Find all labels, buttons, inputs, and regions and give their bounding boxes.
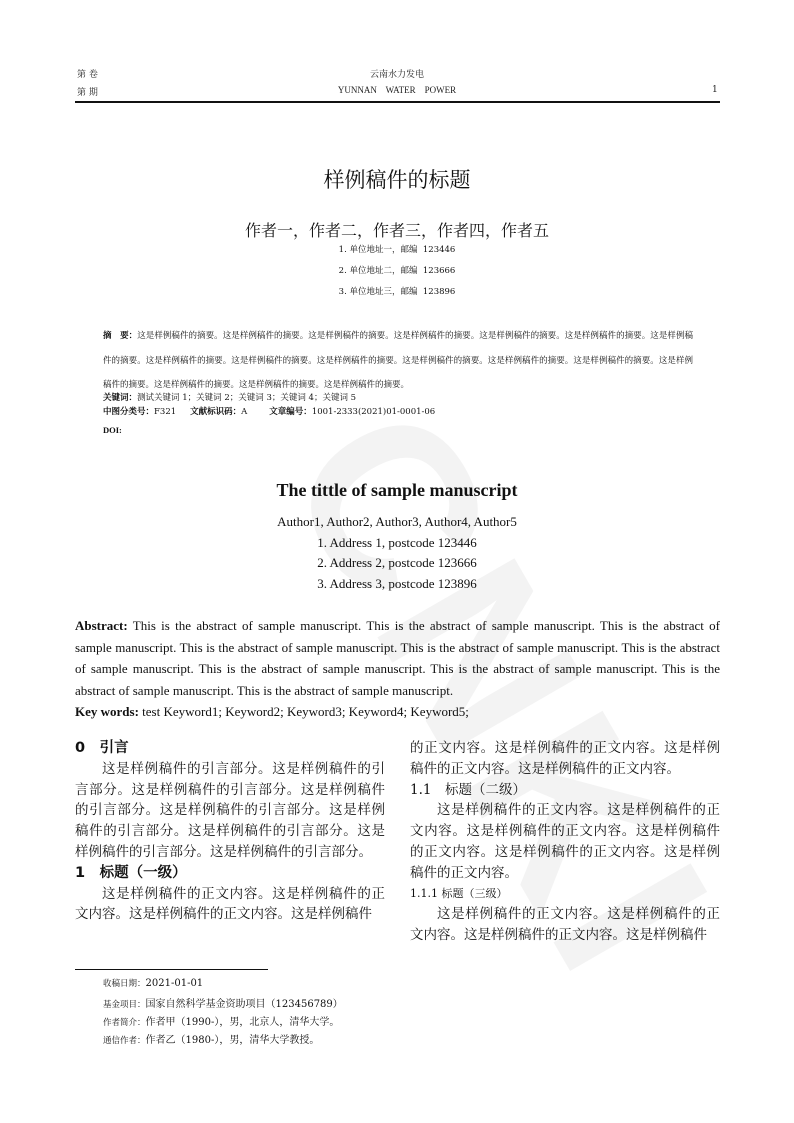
header-volume: 第 卷 xyxy=(77,70,98,80)
en-abstract-text: This is the abstract of sample manuscript. This is the abstract of sample manuscript. This is the abstract of sample manuscript. This is the abstract of sample manuscript. This is the abstract of sample manuscript. This is the abstract of sample manuscript. This is the abstract of sample manuscript. This is the abstract of sample manuscript. This is the abstract of sample manuscript. This is the abstract of sample manuscript. xyxy=(75,618,721,698)
left-column xyxy=(75,738,385,925)
cn-classification xyxy=(103,405,435,417)
article-no-value: 1001-2333(2021)01-0001-06 xyxy=(311,407,436,417)
footnote-label: 通信作者： xyxy=(103,1036,146,1046)
cn-abstract xyxy=(103,324,693,398)
header-journal-cn: 云南水力发电 xyxy=(369,70,424,80)
header-rule xyxy=(75,101,720,103)
en-keywords-text: test Keyword1; Keyword2; Keyword3; Keyword4; Keyword5; xyxy=(142,704,469,719)
header-journal-en: YUNNAN WATER POWER xyxy=(337,85,457,95)
paragraph: 的正文内容。这是样例稿件的正文内容。这是样例稿件的正文内容。这是样例稿件的正文内容。 xyxy=(410,740,720,777)
paragraph: 这是样例稿件的正文内容。这是样例稿件的正文内容。这是样例稿件的正文内容。这是样例稿件 xyxy=(410,906,720,944)
right-column xyxy=(410,738,720,946)
cn-keywords xyxy=(103,391,356,403)
cn-address: 2. 单位地址二，邮编 123666 xyxy=(338,266,456,276)
cn-keywords-label: 关键词： xyxy=(103,393,138,403)
en-address: 3. Address 3, postcode 123896 xyxy=(317,576,477,591)
doc-code-label: 文献标识码： xyxy=(190,407,242,417)
footnote-received xyxy=(103,977,203,989)
en-address: 2. Address 2, postcode 123666 xyxy=(317,555,477,570)
en-abstract-label: Abstract: xyxy=(75,618,128,633)
footnote-fund xyxy=(103,995,343,1010)
article-no-label: 文章编号： xyxy=(269,407,312,417)
en-address: 1. Address 1, postcode 123446 xyxy=(317,535,477,550)
clc-value: F321 xyxy=(154,407,177,417)
cn-abstract-text: 这是样例稿件的摘要。这是样例稿件的摘要。这是样例稿件的摘要。这是样例稿件的摘要。这是样例稿件的摘要。这是样例稿件的摘要。这是样例稿件的摘要。这是样例稿件的摘要。这是样例稿件的摘要。这是样例稿件的摘要。这是样例稿件的摘要。这是样例稿件的摘要。这是样例稿件的摘要。这是样例稿件的摘要。这是样例稿件的摘要。这是样例稿件的摘要。这是样例稿件的摘要。 xyxy=(103,331,693,390)
footnote-label: 作者简介： xyxy=(103,1018,146,1028)
paragraph: 这是样例稿件的引言部分。这是样例稿件的引言部分。这是样例稿件的引言部分。这是样例稿件的引言部分。这是样例稿件的引言部分。这是样例稿件的引言部分。这是样例稿件的引言部分。这是样例稿件的引言部分。这是样例稿件的引言部分。 xyxy=(75,760,385,860)
cn-authors: 作者一，作者二，作者三，作者四，作者五 xyxy=(244,221,549,240)
clc-label: 中图分类号： xyxy=(103,407,155,417)
footnote-text: 作者甲（1990-），男，北京人，清华大学。 xyxy=(145,1017,340,1028)
footnote-text: 国家自然科学基金资助项目（123456789） xyxy=(145,999,343,1010)
cn-title: 样例稿件的标题 xyxy=(323,168,471,192)
section-heading: 0 引言 xyxy=(75,740,129,756)
cn-address: 1. 单位地址一，邮编 123446 xyxy=(338,245,456,255)
footnote-bio xyxy=(103,1013,339,1028)
cn-keywords-text: 测试关键词 1；关键词 2；关键词 3；关键词 4；关键词 5 xyxy=(137,393,357,403)
en-title: The tittle of sample manuscript xyxy=(276,480,518,500)
en-authors: Author1, Author2, Author3, Author4, Author5 xyxy=(277,514,517,529)
cn-address: 3. 单位地址三，邮编 123896 xyxy=(338,287,456,297)
cn-abstract-label: 摘 要： xyxy=(103,331,138,341)
paragraph: 这是样例稿件的正文内容。这是样例稿件的正文内容。这是样例稿件的正文内容。这是样例稿件 xyxy=(75,885,385,923)
footnote-label: 基金项目： xyxy=(103,1000,146,1010)
footnote-corresponding xyxy=(103,1031,319,1046)
subsection-heading: 1.1 标题（二级） xyxy=(410,781,526,798)
footnote-label: 收稿日期： xyxy=(103,979,146,989)
header-page-number: 1 xyxy=(712,85,718,95)
paragraph: 这是样例稿件的正文内容。这是样例稿件的正文内容。这是样例稿件的正文内容。这是样例稿件的正文内容。这是样例稿件的正文内容。这是样例稿件的正文内容。 xyxy=(410,802,720,881)
en-abstract xyxy=(75,615,720,723)
header-issue: 第 期 xyxy=(77,88,98,98)
footnote-text: 作者乙（1980-），男，清华大学教授。 xyxy=(145,1035,320,1046)
section-heading: 1 标题（一级） xyxy=(75,864,187,881)
footnote-rule xyxy=(75,969,268,970)
doi-label: DOI: xyxy=(103,425,122,435)
subsubsection-heading: 1.1.1 标题（三级） xyxy=(410,886,508,900)
doc-code-value: A xyxy=(241,407,248,417)
en-keywords-label: Key words: xyxy=(75,704,139,719)
footnote-text: 2021-01-01 xyxy=(145,978,204,989)
